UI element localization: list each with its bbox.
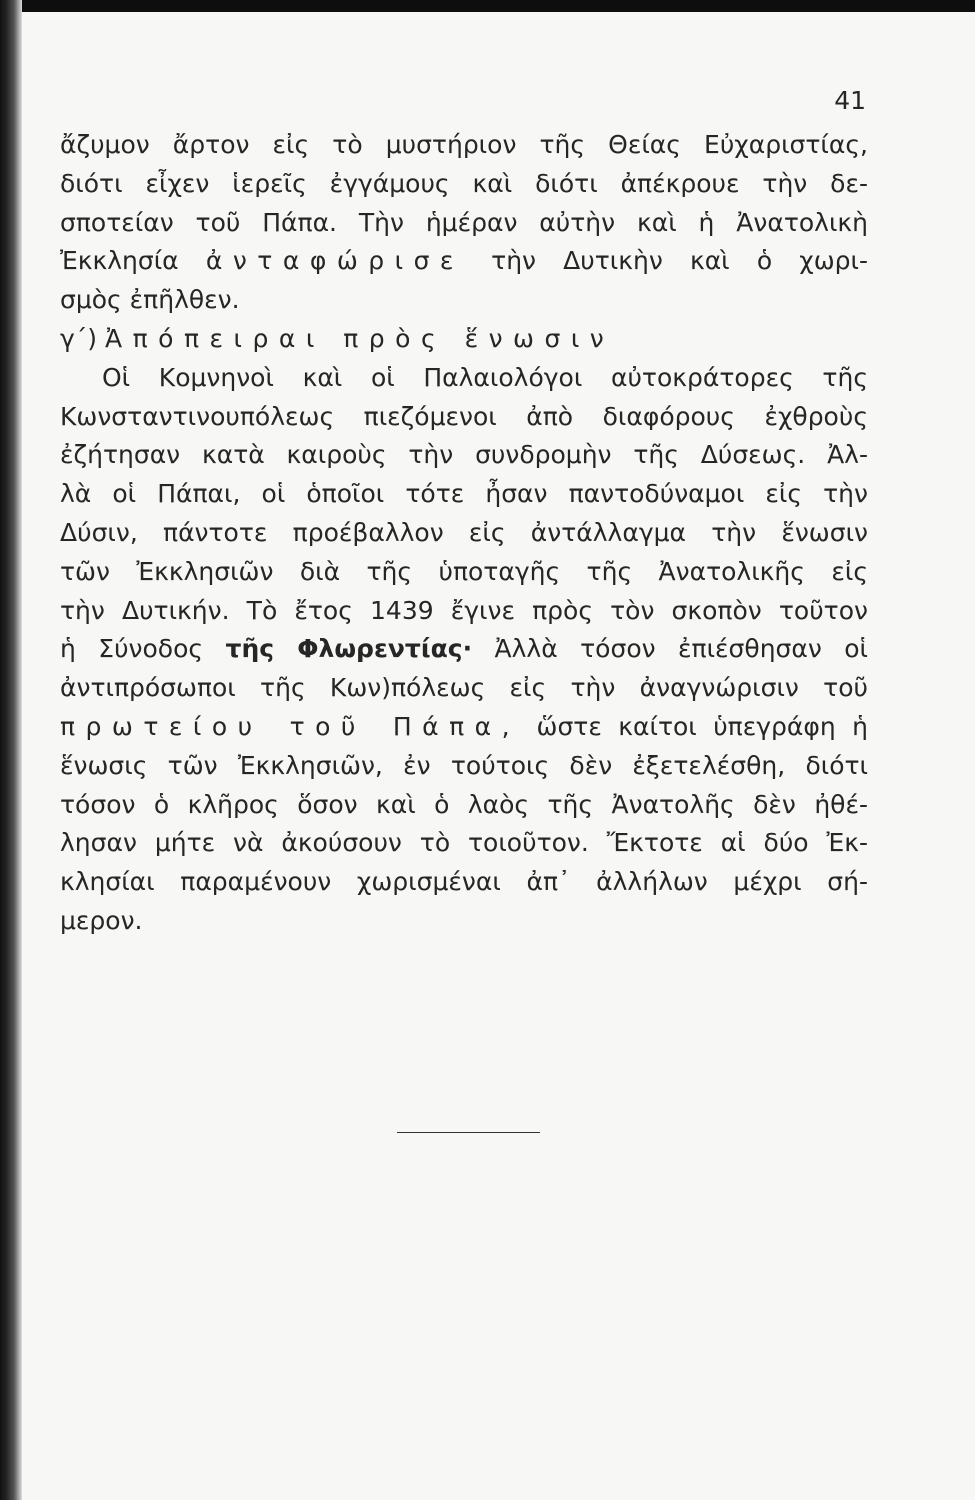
scan-edge-left	[0, 0, 22, 1500]
text-line: Δύσιν, πάντοτε προέβαλλον εἰς ἀντάλλαγμα τὴν ἕνωσιν	[60, 517, 868, 547]
section-title: Ἀπόπειραι πρὸς ἕνωσιν	[105, 323, 615, 353]
text-line	[60, 708, 868, 747]
spaced-emphasis: ἀνταφώρισε	[205, 246, 464, 276]
text-line: διότι εἶχεν ἱερεῖς ἐγγάμους καὶ διότι ἀπέκρουε τὴν δε-	[60, 168, 868, 198]
text-line: μερον.	[60, 905, 143, 935]
section-heading	[60, 320, 868, 359]
text-line	[60, 630, 868, 669]
text-segment: τὴν Δυτικὴν καὶ ὁ χωρι-	[491, 246, 869, 276]
body-text	[60, 126, 868, 941]
text-line: τὴν Δυτικήν. Τὸ ἔτος 1439 ἔγινε πρὸς τὸν σκοπὸν τοῦτον	[60, 595, 868, 625]
text-line: κλησίαι παραμένουν χωρισμέναι ἀπ᾽ ἀλλήλων μέχρι σή-	[60, 867, 868, 897]
text-line: Κωνσταντινουπόλεως πιεζόμενοι ἀπὸ διαφόρους ἐχθροὺς	[60, 401, 868, 431]
text-line: Οἱ Κομνηνοὶ καὶ οἱ Παλαιολόγοι αὐτοκράτορες τῆς	[102, 362, 868, 392]
text-line: ἕνωσις τῶν Ἐκκλησιῶν, ἐν τούτοις δὲν ἐξετελέσθη, διότι	[60, 750, 868, 780]
text-line: σποτείαν τοῦ Πάπα. Τὴν ἡμέραν αὐτὴν καὶ ἡ Ἀνατολικὴ	[60, 207, 868, 237]
text-line: ἐζήτησαν κατὰ καιροὺς τὴν συνδρομὴν τῆς Δύσεως. Ἀλ-	[60, 440, 868, 470]
text-segment: ἡ Σύνοδος	[60, 634, 204, 664]
text-line: ἄζυμον ἄρτον εἰς τὸ μυστήριον τῆς Θείας Εὐχαριστίας,	[60, 130, 868, 159]
text-segment: ὥστε καίτοι ὑπεγράφη ἡ	[536, 711, 868, 741]
bold-emphasis: τῆς Φλωρεντίας·	[225, 634, 473, 664]
text-line: λησαν μήτε νὰ ἀκούσουν τὸ τοιοῦτον. Ἔκτοτε αἱ δύο Ἐκ-	[60, 828, 868, 858]
text-line: σμὸς ἐπῆλθεν.	[60, 285, 240, 315]
text-line	[60, 242, 868, 281]
text-line: τόσον ὁ κλῆρος ὅσον καὶ ὁ λαὸς τῆς Ἀνατολῆς δὲν ἠθέ-	[60, 789, 868, 819]
spaced-emphasis: πρωτείου τοῦ Πάπα,	[60, 711, 521, 741]
section-marker: γ΄)	[60, 323, 98, 353]
end-rule	[397, 1132, 540, 1133]
text-line: τῶν Ἐκκλησιῶν διὰ τῆς ὑποταγῆς τῆς Ἀνατολικῆς εἰς	[60, 556, 868, 586]
text-segment: Ἀλλὰ τόσον ἐπιέσθησαν οἱ	[494, 634, 869, 664]
text-segment: Ἐκκλησία	[60, 246, 179, 276]
scan-edge-top	[0, 0, 975, 12]
text-line: λὰ οἱ Πάπαι, οἱ ὁποῖοι τότε ἦσαν παντοδύναμοι εἰς τὴν	[60, 479, 868, 509]
page-number: 41	[834, 86, 866, 115]
text-line: ἀντιπρόσωποι τῆς Κων)πόλεως εἰς τὴν ἀναγνώρισιν τοῦ	[60, 673, 868, 703]
